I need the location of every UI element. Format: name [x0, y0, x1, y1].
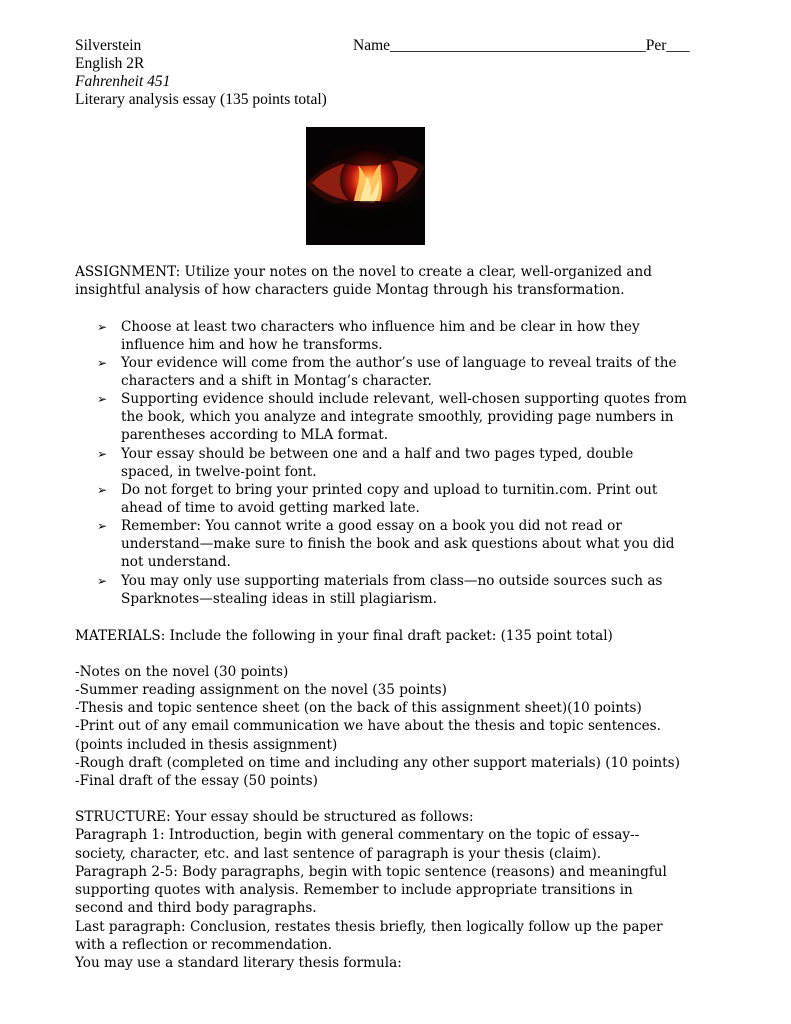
arrowhead-bullet-icon: ➢ — [97, 519, 108, 533]
materials-item: -Print out of any email communication we have about the thesis and topic sentences. — [75, 718, 661, 734]
bullet-line: Remember: You cannot write a good essay on a book you did not read or — [121, 518, 622, 534]
bullet-line: Your evidence will come from the author’s use of language to reveal traits of the — [121, 355, 677, 371]
materials-item: -Summer reading assignment on the novel (35 points) — [75, 682, 447, 698]
bullet-line: influence him and how he transforms. — [121, 337, 383, 353]
bullet-line: Do not forget to bring your printed copy and upload to turnitin.com. Print out — [121, 482, 658, 498]
arrowhead-bullet-icon: ➢ — [97, 320, 108, 334]
materials-item: -Thesis and topic sentence sheet (on the back of this assignment sheet)(10 points) — [75, 700, 642, 716]
arrowhead-bullet-icon: ➢ — [97, 447, 108, 461]
structure-line: You may use a standard literary thesis formula: — [75, 955, 402, 971]
course-name: English 2R — [75, 55, 145, 72]
student-name-field: Name_________________________________Per___ — [353, 37, 690, 54]
structure-line: Last paragraph: Conclusion, restates thesis briefly, then logically follow up the paper — [75, 919, 663, 935]
materials-item: (points included in thesis assignment) — [75, 737, 338, 753]
materials-item: -Final draft of the essay (50 points) — [75, 773, 318, 789]
bullet-line: Choose at least two characters who influence him and be clear in how they — [121, 319, 640, 335]
teacher-name: Silverstein — [75, 37, 142, 54]
bullet-line: Your essay should be between one and a half and two pages typed, double — [121, 446, 634, 462]
materials-heading: MATERIALS: Include the following in your final draft packet: (135 point total) — [75, 628, 613, 644]
bullet-line: the book, which you analyze and integrate smoothly, providing page numbers in — [121, 409, 674, 425]
bullet-line: ahead of time to avoid getting marked late. — [121, 500, 420, 516]
book-title: Fahrenheit 451 — [75, 73, 171, 90]
assignment-intro-line-1: ASSIGNMENT: Utilize your notes on the novel to create a clear, well-organized and — [75, 264, 652, 280]
burning-eye-image — [306, 127, 425, 245]
structure-line: supporting quotes with analysis. Remember to include appropriate transitions in — [75, 882, 633, 898]
structure-line: with a reflection or recommendation. — [75, 937, 333, 953]
arrowhead-bullet-icon: ➢ — [97, 392, 108, 406]
structure-line: Paragraph 2-5: Body paragraphs, begin with topic sentence (reasons) and meaningful — [75, 864, 667, 880]
structure-line: society, character, etc. and last sentence of paragraph is your thesis (claim). — [75, 846, 602, 862]
bullet-line: Sparknotes—stealing ideas in still plagiarism. — [121, 591, 437, 607]
essay-type: Literary analysis essay (135 points total) — [75, 91, 327, 108]
structure-heading: STRUCTURE: Your essay should be structured as follows: — [75, 809, 474, 825]
assignment-intro-line-2: insightful analysis of how characters guide Montag through his transformation. — [75, 282, 625, 298]
bullet-line: spaced, in twelve-point font. — [121, 464, 317, 480]
bullet-line: parentheses according to MLA format. — [121, 427, 389, 443]
materials-item: -Notes on the novel (30 points) — [75, 664, 289, 680]
structure-line: second and third body paragraphs. — [75, 900, 317, 916]
arrowhead-bullet-icon: ➢ — [97, 574, 108, 588]
materials-item: -Rough draft (completed on time and including any other support materials) (10 points) — [75, 755, 680, 771]
bullet-line: You may only use supporting materials from class—no outside sources such as — [121, 573, 663, 589]
structure-line: Paragraph 1: Introduction, begin with general commentary on the topic of essay-- — [75, 827, 640, 843]
arrowhead-bullet-icon: ➢ — [97, 483, 108, 497]
arrowhead-bullet-icon: ➢ — [97, 356, 108, 370]
bullet-line: not understand. — [121, 554, 231, 570]
bullet-line: characters and a shift in Montag’s character. — [121, 373, 432, 389]
bullet-line: Supporting evidence should include relevant, well-chosen supporting quotes from — [121, 391, 687, 407]
bullet-line: understand—make sure to finish the book and ask questions about what you did — [121, 536, 675, 552]
